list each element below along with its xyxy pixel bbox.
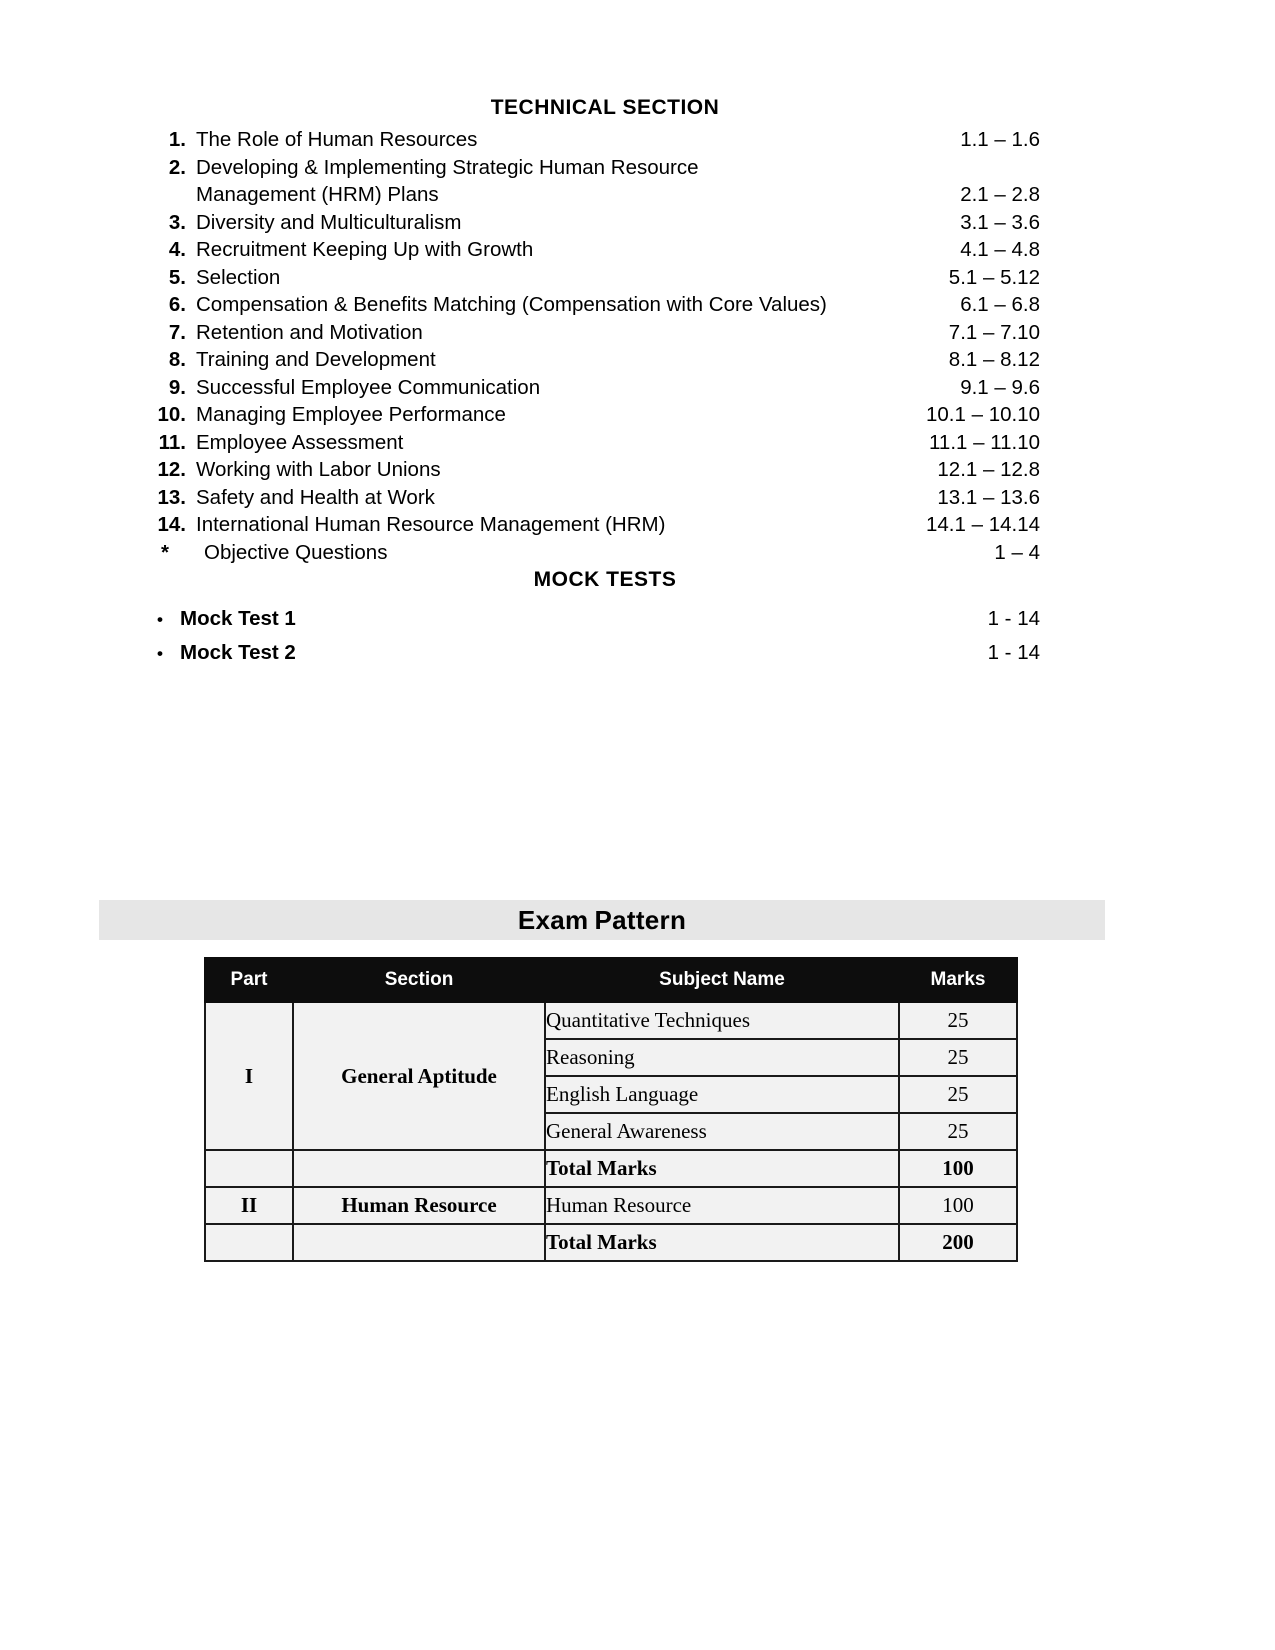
toc-item-pages: 4.1 – 4.8 <box>960 238 1040 261</box>
toc-item-title: The Role of Human Resources <box>196 128 478 151</box>
toc-item-title: Selection <box>196 265 281 289</box>
toc-item[interactable] <box>140 484 1040 512</box>
table-row <box>205 1187 1017 1224</box>
toc-item-number: 2. <box>168 155 186 179</box>
toc-item[interactable] <box>140 374 1040 402</box>
toc-item-title: Diversity and Multiculturalism <box>196 210 462 234</box>
toc-item-title: Recruitment Keeping Up with Growth <box>196 238 534 261</box>
table-row-total <box>205 1150 1017 1187</box>
toc-item-number: 4. <box>168 238 186 261</box>
bullet-icon: • <box>157 610 163 629</box>
toc-item-number: 1. <box>168 128 186 151</box>
toc-item-asterisk-marker: * <box>161 540 169 564</box>
cell-part: I <box>205 1002 293 1150</box>
cell-part <box>205 1150 293 1187</box>
cell-subject: English Language <box>545 1076 899 1113</box>
cell-part <box>205 1224 293 1261</box>
toc-item-title: Managing Employee Performance <box>196 403 506 426</box>
exam-pattern-title-word2: Pattern <box>594 904 687 935</box>
toc-item[interactable] <box>140 154 1040 209</box>
toc-item-pages: 6.1 – 6.8 <box>960 293 1040 316</box>
toc-item-number: 6. <box>168 293 186 316</box>
toc-item[interactable] <box>140 209 1040 237</box>
exam-table-body <box>205 1002 1017 1261</box>
toc-item-pages: 3.1 – 3.6 <box>960 210 1040 234</box>
toc-item-title: Working with Labor Unions <box>196 458 441 481</box>
mock-test-item[interactable] <box>140 636 1040 670</box>
cell-part: II <box>205 1187 293 1224</box>
toc-item-pages: 12.1 – 12.8 <box>937 458 1040 481</box>
toc-item-number: 11. <box>158 430 186 454</box>
table-header-row <box>205 958 1017 1002</box>
toc-item[interactable] <box>140 291 1040 319</box>
cell-subject: Human Resource <box>545 1187 899 1224</box>
toc-item[interactable] <box>140 126 1040 154</box>
mock-test-pages: 1 - 14 <box>987 641 1040 664</box>
cell-marks: 25 <box>899 1039 1017 1076</box>
cell-marks: 25 <box>899 1113 1017 1150</box>
column-header-marks: Marks <box>899 958 1017 1002</box>
toc-item-pages: 5.1 – 5.12 <box>948 265 1040 289</box>
toc-item[interactable] <box>140 456 1040 484</box>
toc-item-pages: 10.1 – 10.10 <box>926 403 1040 426</box>
toc-item-title: International Human Resource Management (HRM) <box>196 513 666 536</box>
toc-item-pages: 8.1 – 8.12 <box>948 348 1040 371</box>
mock-tests-heading <box>140 568 1040 592</box>
toc-item-number: 9. <box>168 375 186 399</box>
toc-item[interactable] <box>140 429 1040 457</box>
table-row <box>205 1002 1017 1039</box>
toc-item-title-line2: Management (HRM) Plans <box>196 183 439 206</box>
technical-section-heading-text: TECHNICAL SECTION <box>490 96 720 119</box>
toc-item[interactable] <box>140 511 1040 539</box>
mock-test-item[interactable] <box>140 602 1040 636</box>
column-header-section: Section <box>293 958 545 1002</box>
cell-subject: General Awareness <box>545 1113 899 1150</box>
exam-pattern-table <box>204 957 1018 1262</box>
toc-item-number: 7. <box>168 320 186 344</box>
toc-item-title: Compensation & Benefits Matching (Compensation with Core Values) <box>196 293 827 316</box>
toc-item-title: Successful Employee Communication <box>196 375 541 399</box>
cell-marks: 100 <box>899 1187 1017 1224</box>
toc-item-objective-questions[interactable] <box>140 539 1040 567</box>
exam-pattern-banner <box>99 900 1105 940</box>
cell-section: Human Resource <box>293 1187 545 1224</box>
toc-item[interactable] <box>140 319 1040 347</box>
toc-item-pages: 9.1 – 9.6 <box>960 375 1040 399</box>
toc-item[interactable] <box>140 236 1040 264</box>
toc-item-title-line1: Developing & Implementing Strategic Human Resource <box>196 155 699 179</box>
exam-table-head <box>205 958 1017 1002</box>
toc-item-pages: 7.1 – 7.10 <box>948 320 1040 344</box>
toc-item-pages: 13.1 – 13.6 <box>937 485 1040 509</box>
toc-item-title: Training and Development <box>196 348 436 371</box>
toc-item[interactable] <box>140 264 1040 292</box>
toc-item-number: 10. <box>157 403 186 426</box>
toc-item-title: Employee Assessment <box>196 430 404 454</box>
toc-item-number: 8. <box>168 348 186 371</box>
cell-section: General Aptitude <box>293 1002 545 1150</box>
column-header-subject: Subject Name <box>545 958 899 1002</box>
toc-item-pages: 1.1 – 1.6 <box>960 128 1040 151</box>
mock-test-label: Mock Test 1 <box>180 607 296 630</box>
toc-item-title: Safety and Health at Work <box>196 485 435 509</box>
toc-item-title <box>196 154 890 209</box>
exam-pattern-title-word1: Exam <box>517 904 589 935</box>
cell-marks: 100 <box>899 1150 1017 1187</box>
cell-subject: Reasoning <box>545 1039 899 1076</box>
toc-item-number: 13. <box>157 485 186 509</box>
mock-test-pages: 1 - 14 <box>987 607 1040 630</box>
mock-test-label: Mock Test 2 <box>180 641 296 664</box>
exam-pattern-title <box>518 905 686 936</box>
technical-section-toc <box>140 96 1040 670</box>
toc-item-number: 14. <box>157 513 186 536</box>
toc-item-number: 12. <box>157 458 186 481</box>
toc-item-title: Retention and Motivation <box>196 320 423 344</box>
technical-section-heading <box>140 96 1040 120</box>
bullet-icon: • <box>157 644 163 663</box>
toc-item-title: Objective Questions <box>204 540 388 564</box>
toc-item[interactable] <box>140 346 1040 374</box>
toc-item-pages: 2.1 – 2.8 <box>960 183 1040 206</box>
cell-marks: 25 <box>899 1076 1017 1113</box>
toc-item-number: 5. <box>168 265 186 289</box>
column-header-part: Part <box>205 958 293 1002</box>
exam-pattern-table-wrapper <box>204 957 1010 1262</box>
cell-section <box>293 1150 545 1187</box>
mock-tests-list <box>140 602 1040 670</box>
cell-subject: Total Marks <box>545 1150 899 1187</box>
toc-item-number: 3. <box>168 210 186 234</box>
mock-tests-heading-text: MOCK TESTS <box>533 568 677 591</box>
toc-list <box>140 126 1040 566</box>
cell-subject: Quantitative Techniques <box>545 1002 899 1039</box>
toc-item[interactable] <box>140 401 1040 429</box>
cell-subject: Total Marks <box>545 1224 899 1261</box>
table-row-total <box>205 1224 1017 1261</box>
cell-marks: 25 <box>899 1002 1017 1039</box>
toc-item-pages: 11.1 – 11.10 <box>929 430 1040 454</box>
toc-item-pages: 1 – 4 <box>994 540 1040 564</box>
cell-section <box>293 1224 545 1261</box>
cell-marks: 200 <box>899 1224 1017 1261</box>
toc-item-pages: 14.1 – 14.14 <box>926 513 1040 536</box>
